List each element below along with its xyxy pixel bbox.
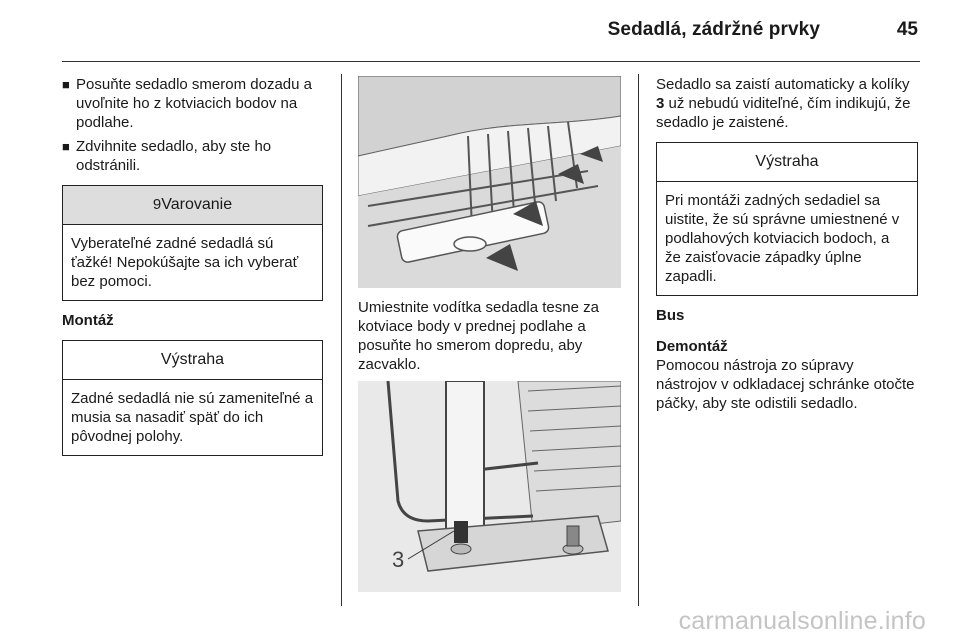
warning-triangle-icon: 9 xyxy=(152,196,162,213)
caution-box-body: Zadné sedadlá nie sú zameniteľné a musia sa nasadiť späť do ich pôvodnej polohy. xyxy=(71,390,314,445)
watermark: carmanualsonline.info xyxy=(678,607,926,635)
warning-title: Varovanie xyxy=(161,196,233,213)
figure-seat-anchors xyxy=(358,76,621,288)
column-2 xyxy=(358,298,624,374)
auto-lock-pin-ref: 3 xyxy=(656,95,665,112)
callout-label-3: 3 xyxy=(392,547,405,572)
page-number: 45 xyxy=(896,19,918,40)
caution-box-1 xyxy=(62,340,323,456)
subheading-demontaz: Demontáž xyxy=(656,338,728,355)
bullet-square-icon: ■ xyxy=(62,77,70,92)
paragraph-install-guides: Umiestnite vodítka sedadla tesne za kotviace body v prednej podlahe a posuňte ho smerom dopredu, aby zacvaklo. xyxy=(358,299,599,373)
caution-box-header: Výstraha xyxy=(657,143,917,182)
column-1 xyxy=(62,75,323,456)
header-rule xyxy=(62,61,920,62)
bullet-item xyxy=(62,137,323,175)
paragraph-demontaz: Pomocou nástroja zo súpravy nástrojov v odkladacej schránke otočte páčky, aby ste odistili sedadlo. xyxy=(656,357,915,412)
caution-box-body: Pri montáži zadných sedadiel sa uistite, že sú správne umiestnené v podlahových kotviacich bodoch, a že zaisťovacie západky úplne zapadli. xyxy=(665,192,900,285)
warning-box-body: Vyberateľné zadné sedadlá sú ťažké! Nepokúšajte sa ich vyberať bez pomoci. xyxy=(71,235,299,290)
auto-lock-text-1: Sedadlo sa zaistí automaticky a kolíky xyxy=(656,76,910,93)
caution-box-header: Výstraha xyxy=(63,341,322,380)
bullet-text: Posuňte sedadlo smerom dozadu a uvoľnite ho z kotviacich bodov na podlahe. xyxy=(76,76,312,131)
caution-box-2 xyxy=(656,142,918,296)
bullet-square-icon: ■ xyxy=(62,139,70,154)
figure-locking-pins xyxy=(358,381,621,592)
bullet-text: Zdvihnite sedadlo, aby ste ho odstránili. xyxy=(76,138,272,174)
column-divider-1 xyxy=(341,74,342,606)
column-3 xyxy=(656,75,918,413)
auto-lock-text-2: už nebudú viditeľné, čím indikujú, že sedadlo je zaistené. xyxy=(656,95,911,131)
page-header-title: Sedadlá, zádržné prvky xyxy=(607,19,820,40)
section-heading-montaz: Montáž xyxy=(62,312,114,329)
paragraph-auto-lock xyxy=(656,75,918,132)
bullet-item xyxy=(62,75,323,132)
warning-box-header xyxy=(63,186,322,225)
column-divider-2 xyxy=(638,74,639,606)
section-heading-bus: Bus xyxy=(656,307,685,324)
warning-box xyxy=(62,185,323,301)
